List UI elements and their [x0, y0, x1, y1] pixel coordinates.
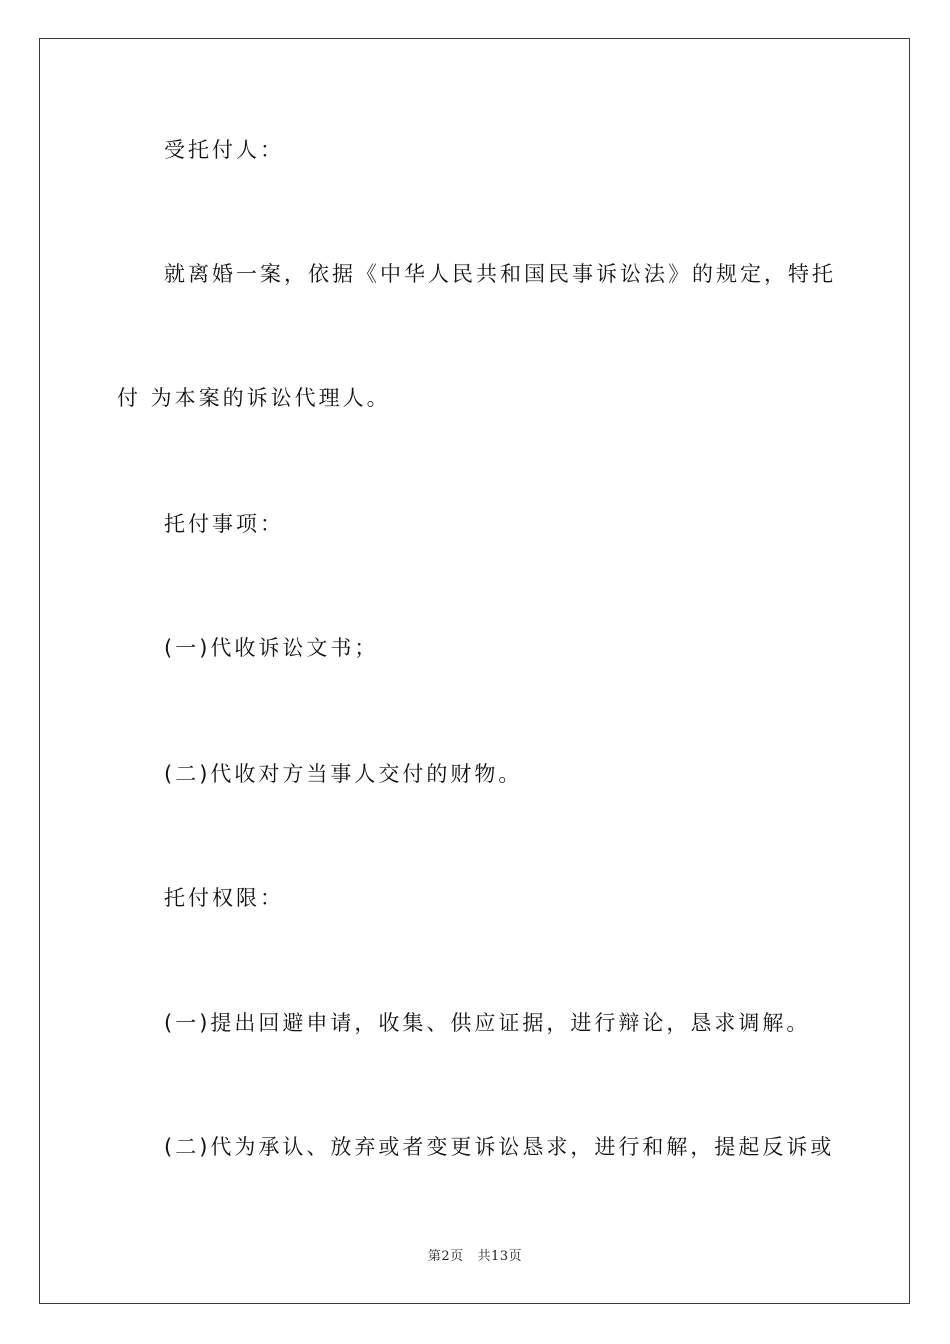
- matter-item-2: (二)代收对方当事人交付的财物。: [164, 762, 523, 786]
- authority-heading: 托付权限：: [164, 886, 284, 910]
- matter-item-1: (一)代收诉讼文书；: [164, 636, 379, 660]
- authority-item-1: (一)提出回避申请，收集、供应证据，进行辩论，恳求调解。: [164, 1011, 811, 1035]
- authority-item-2: (二)代为承认、放弃或者变更诉讼恳求，进行和解，提起反诉或: [164, 1135, 835, 1159]
- page-number-footer: 第2页 共13页: [427, 1249, 523, 1264]
- case-statement-line-2: 付 为本案的诉讼代理人。: [117, 386, 391, 410]
- case-statement-line-1: 就离婚一案，依据《中华人民共和国民事诉讼法》的规定，特托: [164, 262, 836, 286]
- trustee-label: 受托付人：: [164, 138, 284, 162]
- page-border: [39, 38, 910, 1304]
- entrusted-matters-heading: 托付事项：: [164, 512, 284, 536]
